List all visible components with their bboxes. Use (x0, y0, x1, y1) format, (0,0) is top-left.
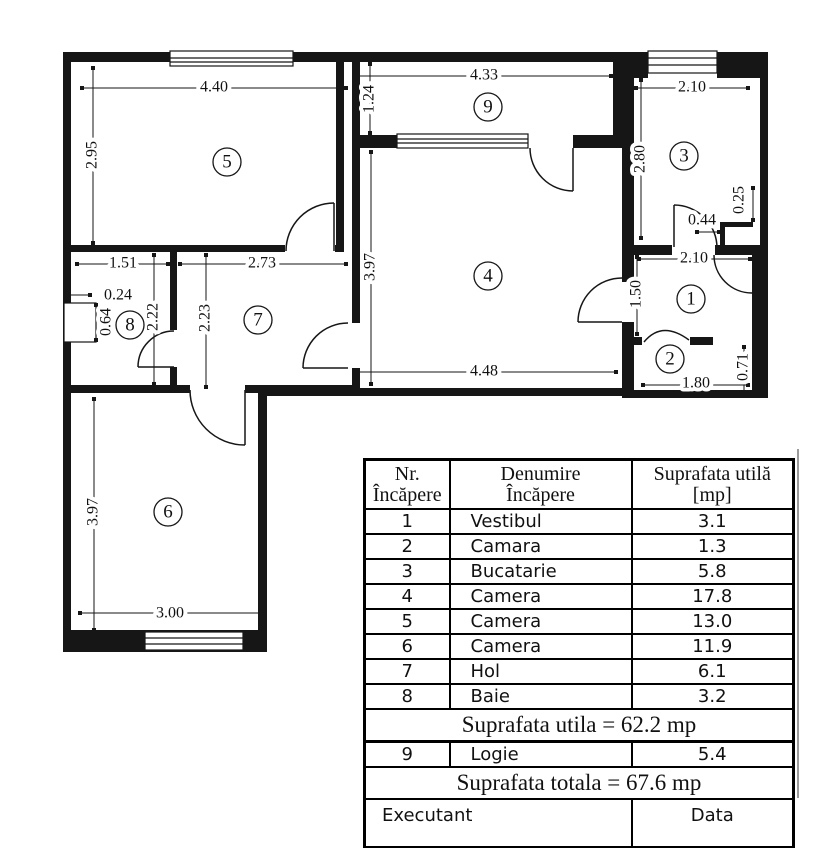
room-number-5 (213, 148, 241, 176)
cell-area: 6.1 (632, 659, 794, 684)
cell-area: 5.4 (632, 742, 794, 768)
dimension-label: 2.80 (631, 145, 649, 173)
bath-niche (64, 303, 96, 342)
table-row-logie (365, 742, 794, 768)
room-number-7 (244, 306, 272, 334)
cell-area: 5.8 (632, 559, 794, 584)
dimension-label: 1.50 (627, 280, 645, 308)
cell-name: Bucatarie (450, 559, 632, 584)
cell-nr: 5 (365, 609, 450, 634)
cell-nr: 2 (365, 534, 450, 559)
header-denumire-incapere: Denumire Încăpere (450, 460, 632, 510)
svg-text:9: 9 (483, 96, 493, 118)
dimension-label: 4.40 (200, 78, 228, 96)
table-row (365, 634, 794, 659)
window-room3 (648, 51, 717, 73)
total-row (365, 767, 794, 799)
dimension-label: 1.24 (360, 85, 378, 113)
total-label: Suprafata totala = 67.6 mp (365, 767, 794, 799)
cell-name: Camera (450, 609, 632, 634)
door-hol-room4 (303, 323, 348, 368)
dimension-label: 0.44 (688, 211, 716, 229)
cell-area: 11.9 (632, 634, 794, 659)
cell-name: Logie (450, 742, 632, 768)
dimension-label: 0.24 (104, 286, 132, 304)
svg-text:3: 3 (679, 145, 689, 167)
cell-name: Baie (450, 684, 632, 709)
cell-name: Vestibul (450, 509, 632, 534)
header-suprafata-utila: Suprafata utilă [mp] (632, 460, 794, 510)
cell-nr: 3 (365, 559, 450, 584)
table-row (365, 559, 794, 584)
door-room6 (190, 390, 245, 445)
window-room5 (170, 51, 293, 66)
room-number-9 (474, 93, 502, 121)
room-number-6 (154, 498, 182, 526)
dimension-label: 2.23 (196, 304, 214, 332)
cell-nr: 9 (365, 742, 450, 768)
room-number-8 (116, 311, 144, 339)
dimension-label: 0.25 (730, 186, 748, 214)
dimension-label: 1.80 (682, 374, 710, 392)
table-header-row (365, 460, 794, 510)
cell-area: 3.2 (632, 684, 794, 709)
cell-nr: 8 (365, 684, 450, 709)
cell-nr: 4 (365, 584, 450, 609)
dimension-label: 2.10 (678, 78, 706, 96)
doors (138, 145, 752, 445)
svg-text:7: 7 (253, 309, 263, 331)
dimension-label: 3.00 (156, 604, 184, 622)
room-number-1 (677, 285, 705, 313)
cell-area: 13.0 (632, 609, 794, 634)
svg-text:2: 2 (665, 348, 675, 370)
executant-label: Executant (365, 799, 632, 847)
dimension-label: 2.10 (680, 249, 708, 267)
dimension-label: 2.95 (83, 141, 101, 169)
signature-row (365, 799, 794, 847)
cell-name: Hol (450, 659, 632, 684)
room-number-3 (670, 142, 698, 170)
table-row (365, 584, 794, 609)
room-number-4 (474, 262, 502, 290)
table-row (365, 659, 794, 684)
door-camara (644, 330, 689, 342)
door-room5 (286, 203, 334, 251)
svg-text:8: 8 (125, 314, 135, 336)
cell-name: Camara (450, 534, 632, 559)
table-row (365, 609, 794, 634)
scan-edge-line (797, 449, 799, 798)
table-row (365, 509, 794, 534)
room-area-table (363, 458, 795, 848)
door-logia (530, 148, 573, 191)
cell-name: Camera (450, 584, 632, 609)
svg-text:6: 6 (163, 501, 173, 523)
cell-area: 17.8 (632, 584, 794, 609)
subtotal-label: Suprafata utila = 62.2 mp (365, 709, 794, 742)
data-label: Data (632, 799, 794, 847)
cell-name: Camera (450, 634, 632, 659)
dimension-label: 0.71 (734, 353, 752, 381)
table-row (365, 684, 794, 709)
subtotal-row (365, 709, 794, 742)
table-row (365, 534, 794, 559)
window-logia-sill (397, 134, 528, 148)
dimension-label: 3.97 (361, 253, 379, 281)
dimension-label: 3.97 (84, 498, 102, 526)
door-baie (138, 331, 174, 367)
room-number-2 (656, 345, 684, 373)
cell-nr: 7 (365, 659, 450, 684)
dimension-label: 2.73 (248, 254, 276, 272)
dimension-label: 1.51 (109, 254, 137, 272)
door-vestibul-right (714, 255, 752, 293)
cell-nr: 6 (365, 634, 450, 659)
dimension-label: 4.33 (470, 66, 498, 84)
door-room4 (578, 278, 622, 322)
dimension-label: 0.64 (97, 308, 115, 336)
cell-nr: 1 (365, 509, 450, 534)
dimension-label: 2.22 (144, 303, 162, 331)
header-nr-incapere: Nr. Încăpere (365, 460, 450, 510)
svg-text:4: 4 (483, 265, 493, 287)
dimension-label: 4.48 (470, 362, 498, 380)
svg-text:1: 1 (686, 288, 696, 310)
svg-text:5: 5 (222, 151, 232, 173)
cell-area: 3.1 (632, 509, 794, 534)
cell-area: 1.3 (632, 534, 794, 559)
window-room6 (145, 632, 243, 650)
